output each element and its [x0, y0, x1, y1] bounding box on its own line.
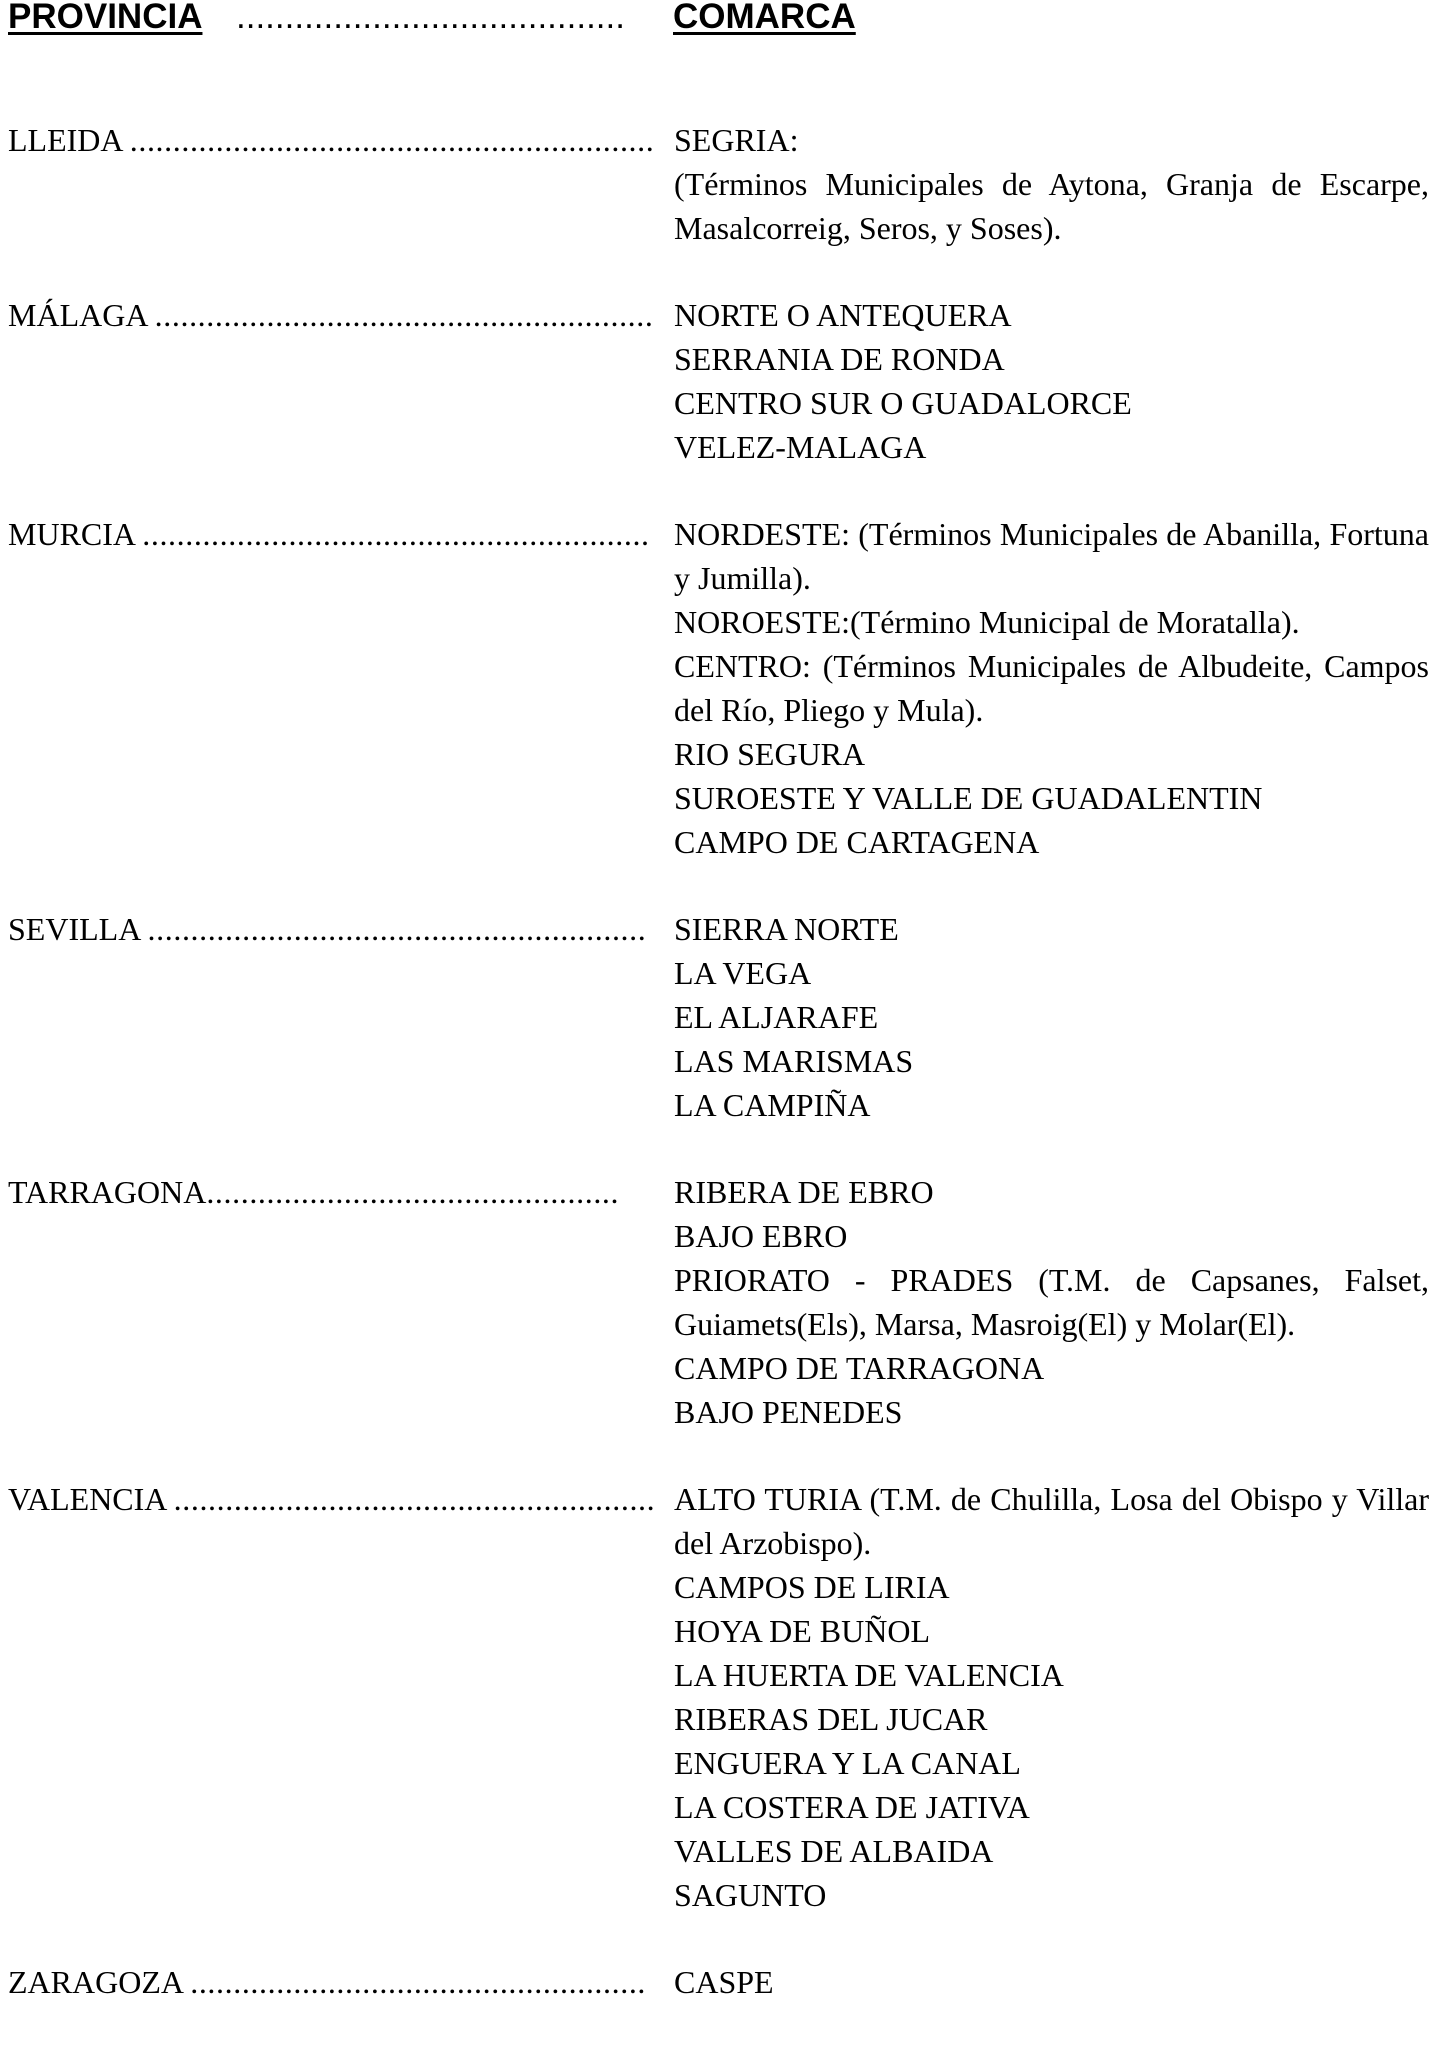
entry-zaragoza [0, 1960, 1437, 2004]
comarca-list [674, 1960, 1429, 2004]
comarca-item: PRIORATO - PRADES (T.M. de Capsanes, Falset, Guiamets(Els), Marsa, Masroig(El) y Molar(El). [674, 1262, 1429, 1342]
comarca-item: VELEZ-MALAGA [674, 429, 927, 465]
provincia-label: VALENCIA [8, 1481, 174, 1517]
comarca-item: LA HUERTA DE VALENCIA [674, 1657, 1064, 1693]
comarca-item: LA COSTERA DE JATIVA [674, 1789, 1030, 1825]
entry-tarragona [0, 1170, 1437, 1434]
comarca-list [674, 907, 1429, 1127]
leader-dots: ............................................................. [129, 122, 655, 158]
comarca-item: CENTRO SUR O GUADALORCE [674, 385, 1132, 421]
leader-dots: .......................................................... [147, 911, 647, 947]
comarca-item: CENTRO: (Términos Municipales de Albudeite, Campos del Río, Pliego y Mula). [674, 648, 1429, 728]
comarca-list [674, 512, 1429, 864]
comarca-list [674, 1477, 1429, 1917]
provincia-label: MÁLAGA [8, 297, 155, 333]
comarca-item: SERRANIA DE RONDA [674, 341, 1005, 377]
comarca-list [674, 293, 1429, 469]
comarca-item: BAJO PENEDES [674, 1394, 903, 1430]
comarca-item: LA VEGA [674, 955, 812, 991]
comarca-item: RIBERAS DEL JUCAR [674, 1701, 988, 1737]
provincia-name [8, 907, 666, 951]
comarca-item: CASPE [674, 1964, 774, 2000]
header-provincia: PROVINCIA [8, 0, 203, 36]
leader-dots: .......................................................... [154, 297, 654, 333]
comarca-item: CAMPOS DE LIRIA [674, 1569, 950, 1605]
comarca-item: SAGUNTO [674, 1877, 827, 1913]
provincia-label: SEVILLA [8, 911, 148, 947]
comarca-item: SIERRA NORTE [674, 911, 899, 947]
provincia-name [8, 512, 666, 556]
entry-sevilla [0, 907, 1437, 1127]
leader-dots: ........................................................... [142, 516, 650, 552]
comarca-item: LAS MARISMAS [674, 1043, 914, 1079]
provincia-comarca-list [0, 86, 1437, 2047]
comarca-item: SEGRIA: [674, 122, 799, 158]
provincia-label: LLEIDA [8, 122, 130, 158]
comarca-item: (Términos Municipales de Aytona, Granja de Escarpe, Masalcorreig, Seros, y Soses). [674, 166, 1429, 246]
provincia-label: TARRAGONA [8, 1174, 207, 1210]
comarca-item: RIO SEGURA [674, 736, 866, 772]
comarca-item: NORDESTE: (Términos Municipales de Abanilla, Fortuna y Jumilla). [674, 516, 1429, 596]
entry-valencia [0, 1477, 1437, 1917]
entry-lleida [0, 118, 1437, 250]
comarca-list [674, 118, 1429, 250]
comarca-item: CAMPO DE TARRAGONA [674, 1350, 1045, 1386]
header-leader-dots: ........................................ [236, 0, 625, 36]
comarca-item: SUROESTE Y VALLE DE GUADALENTIN [674, 780, 1263, 816]
comarca-item: LA CAMPIÑA [674, 1087, 871, 1123]
comarca-item: ENGUERA Y LA CANAL [674, 1745, 1021, 1781]
comarca-item: NOROESTE:(Término Municipal de Moratalla). [674, 604, 1300, 640]
header-comarca: COMARCA [673, 0, 856, 36]
entry-murcia [0, 512, 1437, 864]
provincia-name [8, 293, 666, 337]
comarca-item: NORTE O ANTEQUERA [674, 297, 1012, 333]
comarca-item: ALTO TURIA (T.M. de Chulilla, Losa del Obispo y Villar del Arzobispo). [674, 1481, 1429, 1561]
leader-dots: ................................................ [206, 1174, 620, 1210]
comarca-item: BAJO EBRO [674, 1218, 848, 1254]
leader-dots: ........................................................ [173, 1481, 656, 1517]
provincia-name [8, 1170, 666, 1214]
comarca-item: VALLES DE ALBAIDA [674, 1833, 994, 1869]
provincia-name [8, 118, 666, 162]
provincia-name [8, 1960, 666, 2004]
leader-dots: ..................................................... [190, 1964, 647, 2000]
entry-malaga [0, 293, 1437, 469]
comarca-item: HOYA DE BUÑOL [674, 1613, 930, 1649]
provincia-name [8, 1477, 666, 1521]
comarca-item: CAMPO DE CARTAGENA [674, 824, 1040, 860]
provincia-label: MURCIA [8, 516, 143, 552]
comarca-item: RIBERA DE EBRO [674, 1174, 934, 1210]
provincia-label: ZARAGOZA [8, 1964, 191, 2000]
comarca-list [674, 1170, 1429, 1434]
comarca-item: EL ALJARAFE [674, 999, 879, 1035]
